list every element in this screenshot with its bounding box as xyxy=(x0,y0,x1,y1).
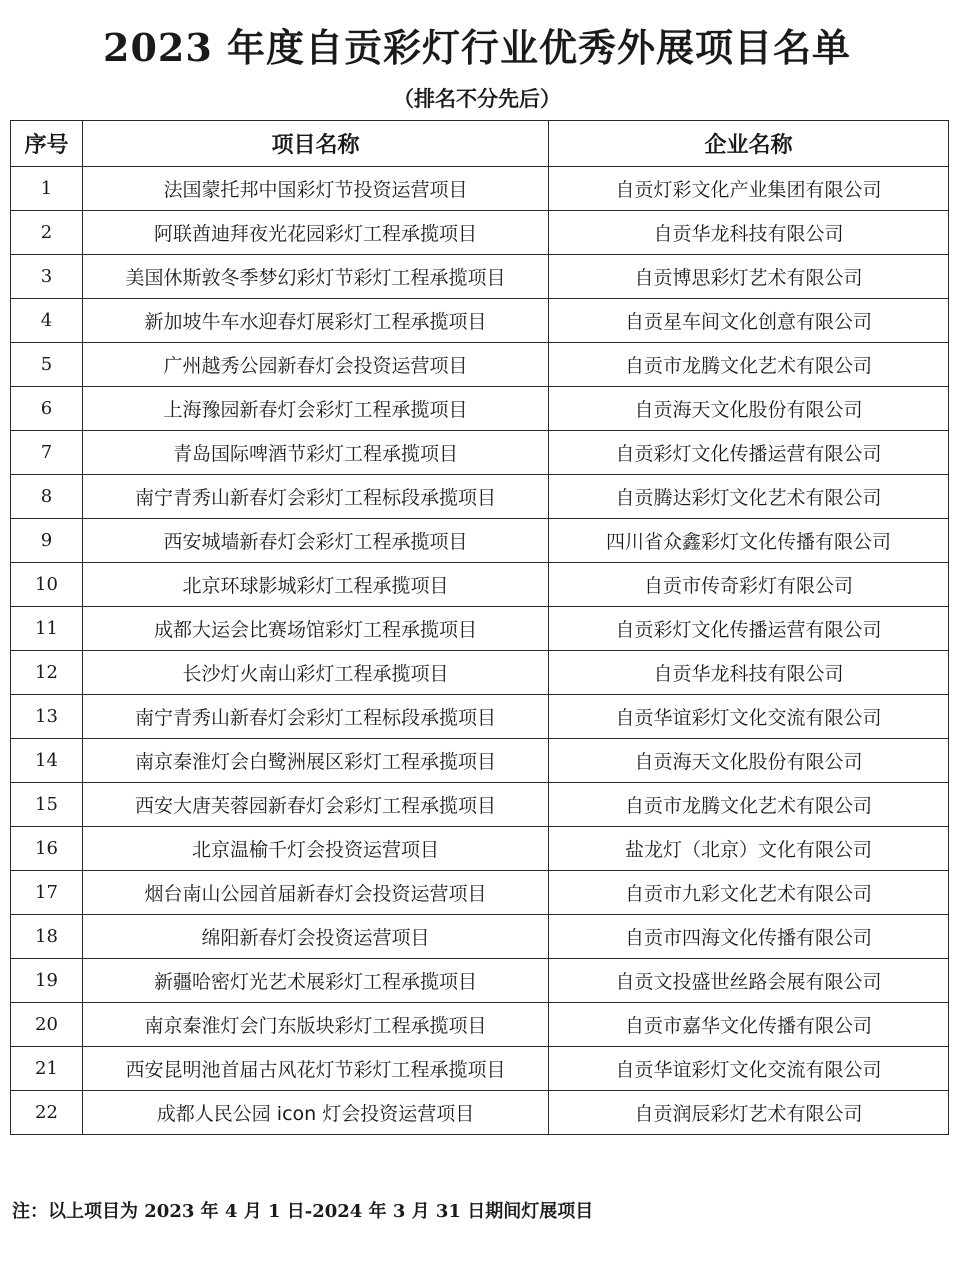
table-row xyxy=(11,563,949,607)
row-number: 4 xyxy=(11,299,83,343)
company-name-cell: 盐龙灯（北京）文化有限公司 xyxy=(549,827,949,871)
company-name-cell: 自贡市龙腾文化艺术有限公司 xyxy=(549,343,949,387)
project-name-cell: 南宁青秀山新春灯会彩灯工程标段承揽项目 xyxy=(83,475,549,519)
project-name-cell: 广州越秀公园新春灯会投资运营项目 xyxy=(83,343,549,387)
project-name-cell: 上海豫园新春灯会彩灯工程承揽项目 xyxy=(83,387,549,431)
project-name-cell: 新疆哈密灯光艺术展彩灯工程承揽项目 xyxy=(83,959,549,1003)
row-number: 11 xyxy=(11,607,83,651)
row-number: 2 xyxy=(11,211,83,255)
company-name-cell: 自贡华龙科技有限公司 xyxy=(549,651,949,695)
project-name-cell: 西安城墙新春灯会彩灯工程承揽项目 xyxy=(83,519,549,563)
row-number: 16 xyxy=(11,827,83,871)
project-name-cell: 西安昆明池首届古风花灯节彩灯工程承揽项目 xyxy=(83,1047,549,1091)
table-row xyxy=(11,651,949,695)
row-number: 1 xyxy=(11,167,83,211)
row-number: 5 xyxy=(11,343,83,387)
project-name-cell: 成都大运会比赛场馆彩灯工程承揽项目 xyxy=(83,607,549,651)
row-number: 17 xyxy=(11,871,83,915)
table-header-row xyxy=(11,121,949,167)
header-no: 序号 xyxy=(11,121,83,167)
project-list-table xyxy=(10,120,949,1135)
row-number: 21 xyxy=(11,1047,83,1091)
project-name-cell: 南京秦淮灯会白鹭洲展区彩灯工程承揽项目 xyxy=(83,739,549,783)
row-number: 19 xyxy=(11,959,83,1003)
project-name-cell: 青岛国际啤酒节彩灯工程承揽项目 xyxy=(83,431,549,475)
row-number: 12 xyxy=(11,651,83,695)
company-name-cell: 自贡市九彩文化艺术有限公司 xyxy=(549,871,949,915)
table-row xyxy=(11,255,949,299)
table-row xyxy=(11,871,949,915)
header-company: 企业名称 xyxy=(549,121,949,167)
company-name-cell: 自贡市传奇彩灯有限公司 xyxy=(549,563,949,607)
table-row xyxy=(11,915,949,959)
company-name-cell: 自贡彩灯文化传播运营有限公司 xyxy=(549,607,949,651)
row-number: 3 xyxy=(11,255,83,299)
table-row xyxy=(11,607,949,651)
company-name-cell: 自贡博思彩灯艺术有限公司 xyxy=(549,255,949,299)
project-name-cell: 南宁青秀山新春灯会彩灯工程标段承揽项目 xyxy=(83,695,549,739)
table-row xyxy=(11,299,949,343)
project-name-cell: 北京环球影城彩灯工程承揽项目 xyxy=(83,563,549,607)
row-number: 10 xyxy=(11,563,83,607)
project-name-cell: 美国休斯敦冬季梦幻彩灯节彩灯工程承揽项目 xyxy=(83,255,549,299)
project-name-cell: 法国蒙托邦中国彩灯节投资运营项目 xyxy=(83,167,549,211)
table-row xyxy=(11,475,949,519)
row-number: 7 xyxy=(11,431,83,475)
row-number: 8 xyxy=(11,475,83,519)
company-name-cell: 自贡星车间文化创意有限公司 xyxy=(549,299,949,343)
project-name-cell: 南京秦淮灯会门东版块彩灯工程承揽项目 xyxy=(83,1003,549,1047)
company-name-cell: 自贡文投盛世丝路会展有限公司 xyxy=(549,959,949,1003)
table-row xyxy=(11,519,949,563)
table-row xyxy=(11,167,949,211)
company-name-cell: 自贡彩灯文化传播运营有限公司 xyxy=(549,431,949,475)
company-name-cell: 自贡润辰彩灯艺术有限公司 xyxy=(549,1091,949,1135)
company-name-cell: 自贡华谊彩灯文化交流有限公司 xyxy=(549,1047,949,1091)
row-number: 15 xyxy=(11,783,83,827)
company-name-cell: 自贡海天文化股份有限公司 xyxy=(549,387,949,431)
company-name-cell: 自贡腾达彩灯文化艺术有限公司 xyxy=(549,475,949,519)
company-name-cell: 自贡市嘉华文化传播有限公司 xyxy=(549,1003,949,1047)
project-name-cell: 阿联酋迪拜夜光花园彩灯工程承揽项目 xyxy=(83,211,549,255)
row-number: 18 xyxy=(11,915,83,959)
company-name-cell: 自贡华谊彩灯文化交流有限公司 xyxy=(549,695,949,739)
table-body xyxy=(11,167,949,1135)
table-row xyxy=(11,431,949,475)
project-name-cell: 新加坡牛车水迎春灯展彩灯工程承揽项目 xyxy=(83,299,549,343)
table-row xyxy=(11,1003,949,1047)
footnote: 注：以上项目为 2023 年 4 月 1 日-2024 年 3 月 31 日期间灯展项目 xyxy=(12,1201,594,1222)
table-row xyxy=(11,1091,949,1135)
table-row xyxy=(11,739,949,783)
row-number: 14 xyxy=(11,739,83,783)
company-name-cell: 自贡海天文化股份有限公司 xyxy=(549,739,949,783)
row-number: 22 xyxy=(11,1091,83,1135)
table-row xyxy=(11,783,949,827)
company-name-cell: 自贡华龙科技有限公司 xyxy=(549,211,949,255)
page-title: 2023 年度自贡彩灯行业优秀外展项目名单 xyxy=(103,25,851,70)
table-row xyxy=(11,695,949,739)
project-name-cell: 绵阳新春灯会投资运营项目 xyxy=(83,915,549,959)
row-number: 13 xyxy=(11,695,83,739)
table-row xyxy=(11,1047,949,1091)
row-number: 20 xyxy=(11,1003,83,1047)
table-row xyxy=(11,827,949,871)
table-row xyxy=(11,211,949,255)
company-name-cell: 自贡市四海文化传播有限公司 xyxy=(549,915,949,959)
company-name-cell: 自贡市龙腾文化艺术有限公司 xyxy=(549,783,949,827)
company-name-cell: 自贡灯彩文化产业集团有限公司 xyxy=(549,167,949,211)
project-name-cell: 烟台南山公园首届新春灯会投资运营项目 xyxy=(83,871,549,915)
header-project: 项目名称 xyxy=(83,121,549,167)
project-name-cell: 北京温榆千灯会投资运营项目 xyxy=(83,827,549,871)
table-row xyxy=(11,959,949,1003)
page-subtitle: （排名不分先后） xyxy=(393,86,561,111)
project-name-cell: 成都人民公园 icon 灯会投资运营项目 xyxy=(83,1091,549,1135)
company-name-cell: 四川省众鑫彩灯文化传播有限公司 xyxy=(549,519,949,563)
row-number: 9 xyxy=(11,519,83,563)
table-row xyxy=(11,387,949,431)
project-name-cell: 西安大唐芙蓉园新春灯会彩灯工程承揽项目 xyxy=(83,783,549,827)
row-number: 6 xyxy=(11,387,83,431)
project-name-cell: 长沙灯火南山彩灯工程承揽项目 xyxy=(83,651,549,695)
table-row xyxy=(11,343,949,387)
